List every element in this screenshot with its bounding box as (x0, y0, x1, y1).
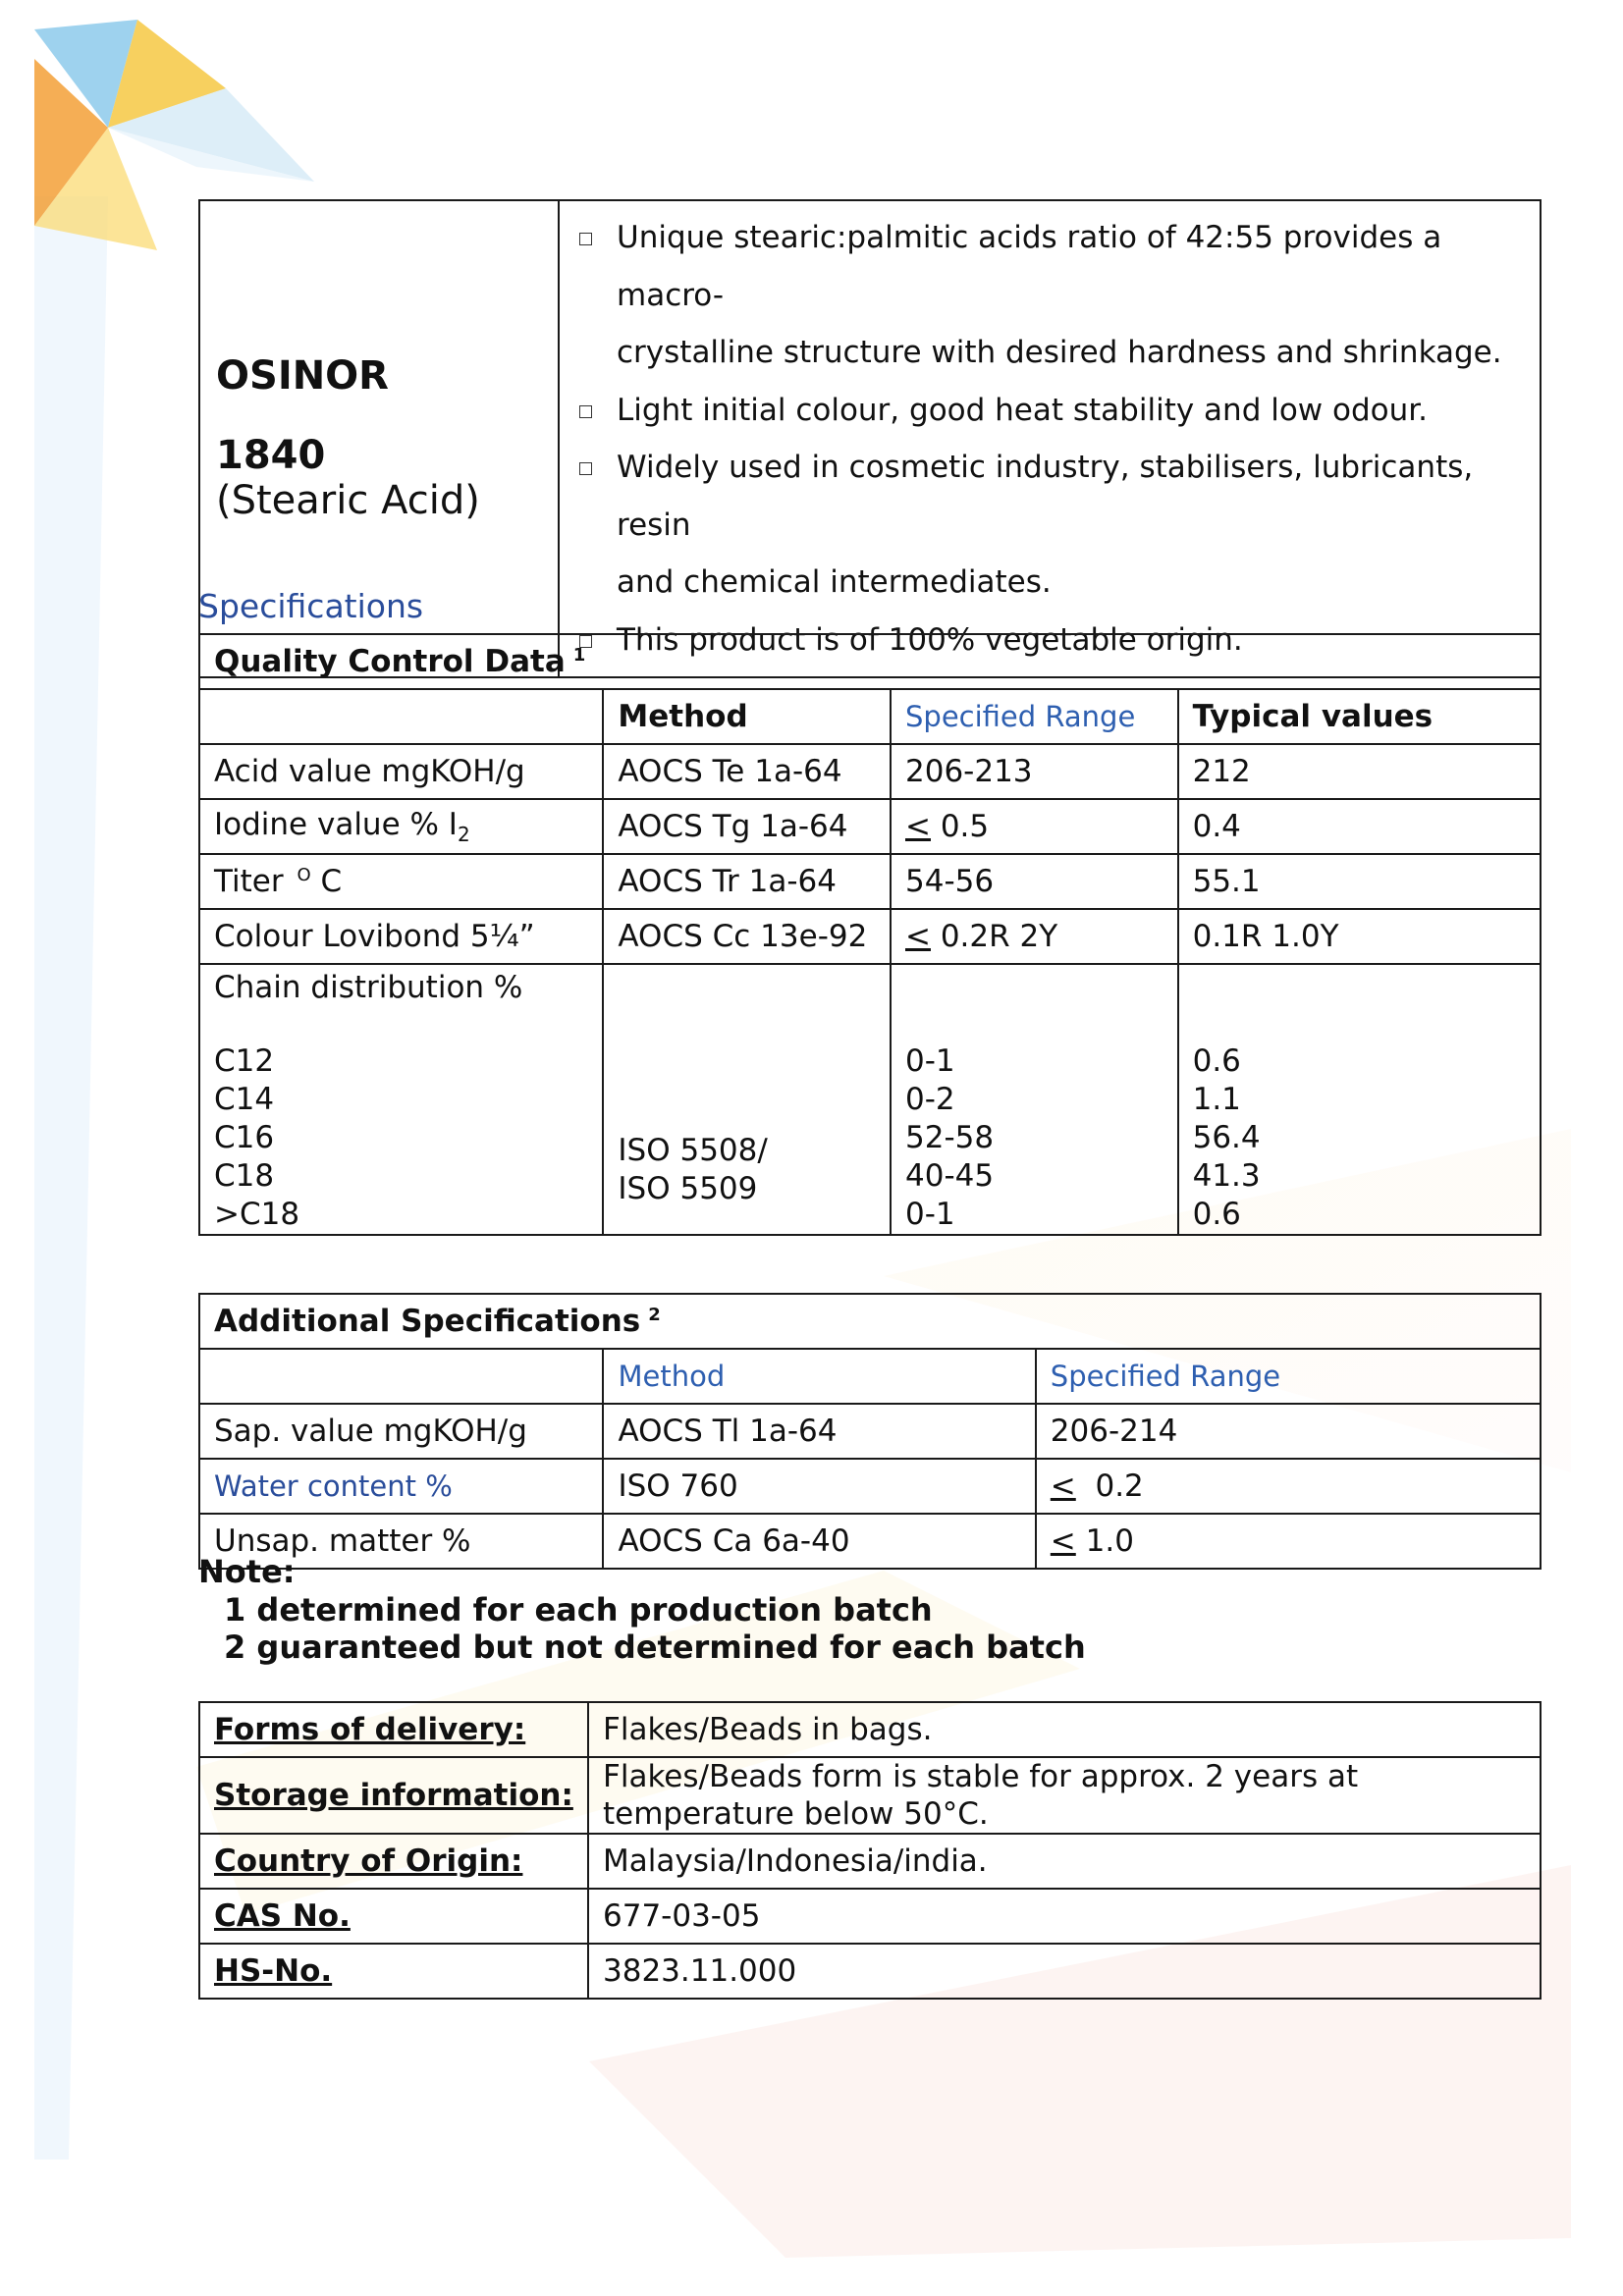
chain-ranges: 0-1 0-2 52-58 40-45 0-1 (905, 1043, 995, 1232)
chain-method: ISO 5508/ ISO 5509 (618, 1133, 768, 1206)
table-row: Sap. value mgKOH/g AOCS Tl 1a-64 206-214 (199, 1404, 1541, 1459)
header-empty-cell (199, 689, 603, 744)
header-typical-values: Typical values (1178, 689, 1541, 744)
checkbox-bullet-icon (579, 462, 592, 475)
chain-distribution-row (199, 964, 1541, 1235)
chain-typical: 0.6 1.1 56.4 41.3 0.6 (1192, 1043, 1261, 1232)
table-row: Storage information: Flakes/Beads form is stable for approx. 2 years at temperature below 50°C. (199, 1757, 1541, 1834)
specifications-heading: Specifications (198, 587, 424, 625)
product-name: OSINOR (216, 353, 389, 399)
table-row: Acid value mgKOH/g AOCS Te 1a-64 206-213 212 (199, 744, 1541, 799)
chain-items: C12 C14 C16 C18 >C18 (214, 1043, 300, 1232)
product-features-cell (559, 200, 1541, 677)
table-row: Country of Origin: Malaysia/Indonesia/india. (199, 1834, 1541, 1889)
header-empty-cell (199, 1349, 603, 1404)
table-header-row (199, 689, 1541, 744)
feature-item: Unique stearic:palmitic acids ratio of 42:55 provides a macro- (579, 209, 1520, 324)
table-row: HS-No. 3823.11.000 (199, 1944, 1541, 1999)
product-code: 1840 (216, 433, 326, 478)
feature-item-continuation: crystalline structure with desired hardness and shrinkage. (617, 335, 1502, 370)
notes-section (198, 1553, 1086, 1667)
additional-title-cell: Additional Specifications $^2$ (199, 1294, 1541, 1349)
header-method: Method (603, 689, 891, 744)
chain-label: Chain distribution % (214, 970, 523, 1005)
product-subtitle: (Stearic Acid) (216, 478, 480, 523)
table-row: Iodine value % $I_2$ AOCS Tg 1a-64 < 0.5 0.4 (199, 799, 1541, 854)
delivery-info-table (198, 1701, 1542, 2000)
table-row: Titer $^O$ C AOCS Tr 1a-64 54-56 55.1 (199, 854, 1541, 909)
quality-control-table (198, 633, 1542, 1236)
checkbox-bullet-icon (579, 233, 592, 245)
table-row: CAS No. 677-03-05 (199, 1889, 1541, 1944)
feature-item: Light initial colour, good heat stability and low odour. (579, 382, 1520, 440)
header-specified-range: Specified Range (891, 689, 1178, 744)
qc-title-cell: Quality Control Data $^1$ (199, 634, 1541, 689)
header-method: Method (603, 1349, 1035, 1404)
table-row: Forms of delivery: Flakes/Beads in bags. (199, 1702, 1541, 1757)
note-item: 2 guaranteed but not determined for each batch (224, 1629, 1086, 1666)
table-row: Water content % ISO 760 < 0.2 (199, 1459, 1541, 1514)
checkbox-bullet-icon (579, 405, 592, 418)
table-header-row (199, 1349, 1541, 1404)
table-row: Unsap. matter % AOCS Ca 6a-40 < 1.0 (199, 1514, 1541, 1569)
feature-item: This product is of 100% vegetable origin. (579, 612, 1520, 669)
additional-specifications-table (198, 1293, 1542, 1570)
features-list (579, 209, 1520, 668)
header-specified-range: Specified Range (1036, 1349, 1541, 1404)
feature-item: Widely used in cosmetic industry, stabilisers, lubricants, resin (579, 439, 1520, 554)
feature-item-continuation: and chemical intermediates. (617, 564, 1052, 600)
note-item: 1 determined for each production batch (224, 1590, 933, 1629)
notes-title: Note: (198, 1553, 296, 1590)
table-row: Colour Lovibond 5¼” AOCS Cc 13e-92 < 0.2R 2Y 0.1R 1.0Y (199, 909, 1541, 964)
